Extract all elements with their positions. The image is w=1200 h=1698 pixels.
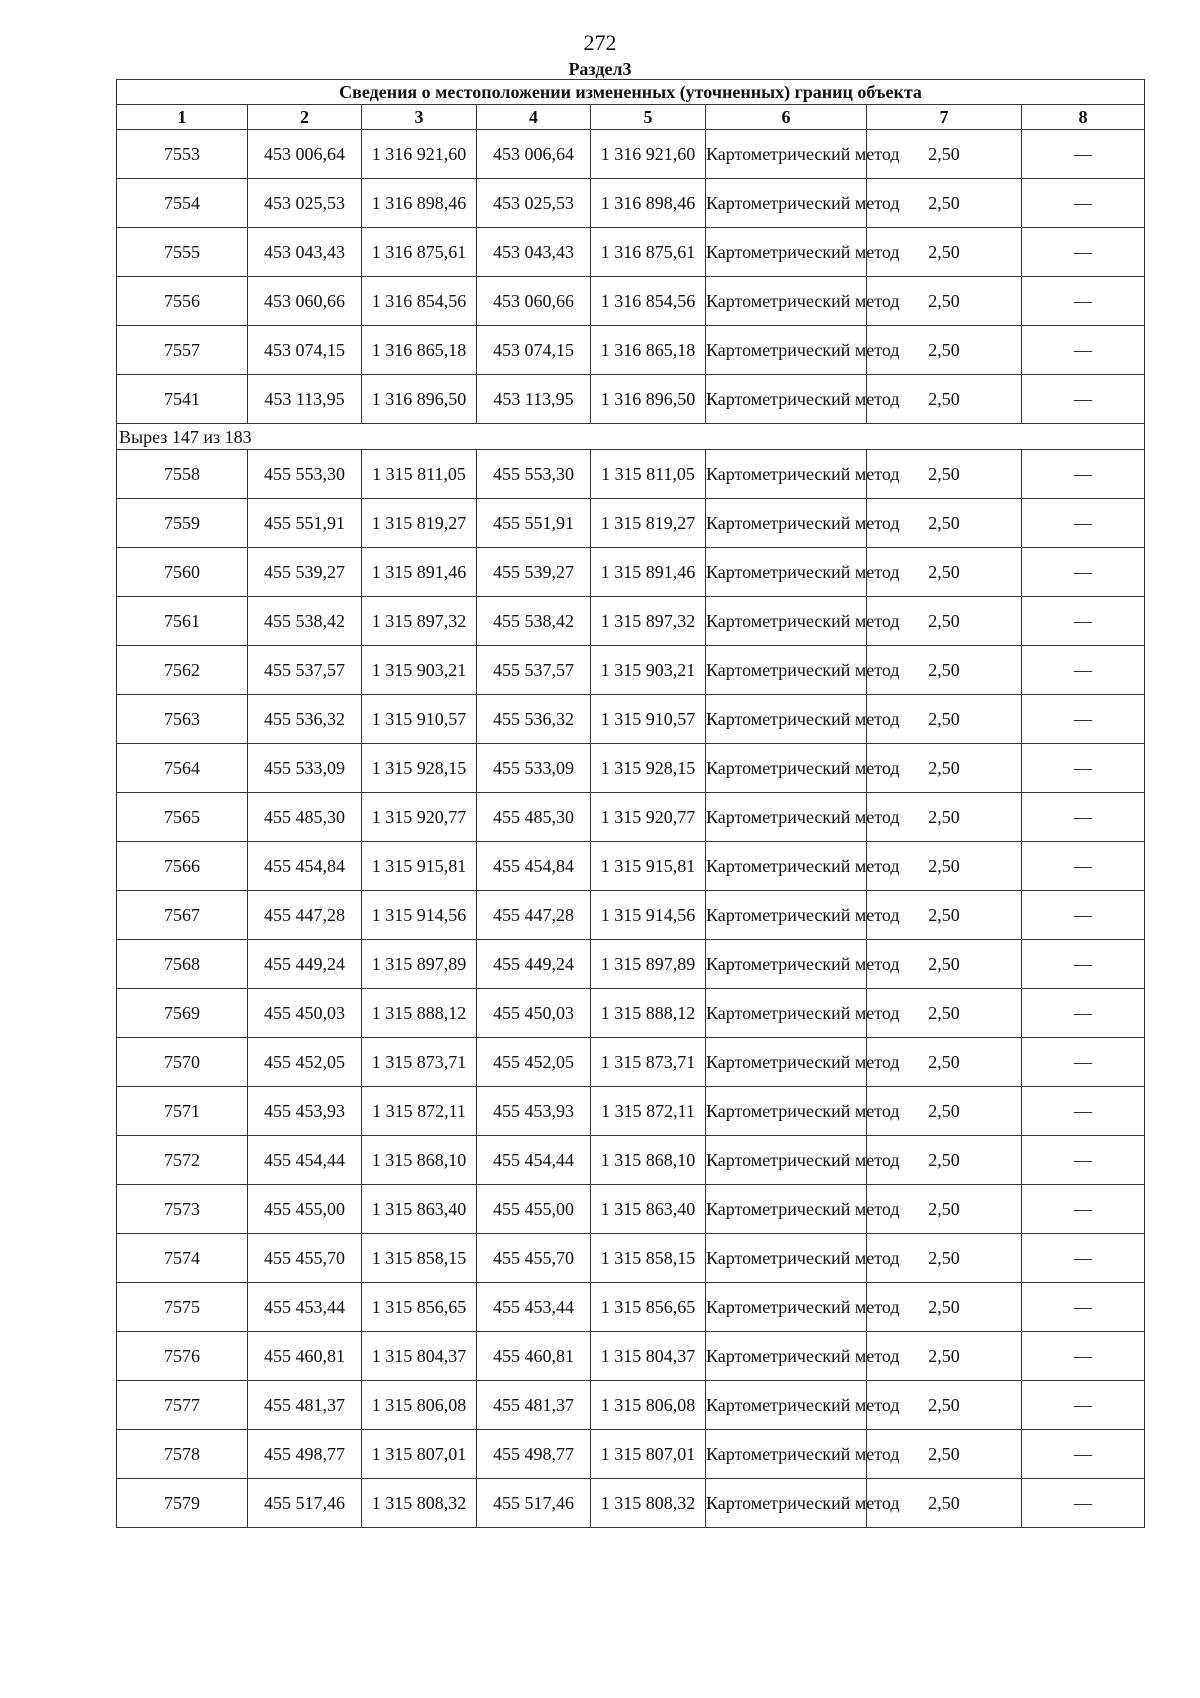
- description-cell: —: [1022, 277, 1145, 326]
- table-row: [117, 277, 1145, 326]
- accuracy-cell: 2,50: [867, 597, 1022, 646]
- description-cell: —: [1022, 695, 1145, 744]
- table-row: [117, 375, 1145, 424]
- new-y-cell: 1 315 807,01: [591, 1430, 706, 1479]
- old-x-cell: 455 533,09: [248, 744, 362, 793]
- point-number-cell: 7572: [117, 1136, 248, 1185]
- accuracy-cell: 2,50: [867, 1234, 1022, 1283]
- column-header: 3: [362, 105, 477, 130]
- old-y-cell: 1 315 891,46: [362, 548, 477, 597]
- new-x-cell: 455 485,30: [477, 793, 591, 842]
- accuracy-cell: 2,50: [867, 744, 1022, 793]
- point-number-cell: 7567: [117, 891, 248, 940]
- description-cell: —: [1022, 1185, 1145, 1234]
- new-y-cell: 1 315 897,89: [591, 940, 706, 989]
- table-caption: Сведения о местоположении измененных (уточненных) границ объекта: [117, 80, 1145, 105]
- method-cell: Картометрический метод: [706, 1038, 867, 1087]
- old-x-cell: 455 537,57: [248, 646, 362, 695]
- old-x-cell: 455 452,05: [248, 1038, 362, 1087]
- new-x-cell: 455 537,57: [477, 646, 591, 695]
- new-x-cell: 455 453,44: [477, 1283, 591, 1332]
- new-x-cell: 455 452,05: [477, 1038, 591, 1087]
- old-x-cell: 455 538,42: [248, 597, 362, 646]
- old-y-cell: 1 315 910,57: [362, 695, 477, 744]
- accuracy-cell: 2,50: [867, 499, 1022, 548]
- old-x-cell: 455 455,70: [248, 1234, 362, 1283]
- new-y-cell: 1 315 856,65: [591, 1283, 706, 1332]
- table-row: [117, 842, 1145, 891]
- old-x-cell: 455 455,00: [248, 1185, 362, 1234]
- old-y-cell: 1 316 898,46: [362, 179, 477, 228]
- table-row: [117, 940, 1145, 989]
- accuracy-cell: 2,50: [867, 450, 1022, 499]
- accuracy-cell: 2,50: [867, 1087, 1022, 1136]
- new-x-cell: 455 447,28: [477, 891, 591, 940]
- table-row: [117, 450, 1145, 499]
- description-cell: —: [1022, 1479, 1145, 1528]
- old-x-cell: 455 536,32: [248, 695, 362, 744]
- new-y-cell: 1 315 891,46: [591, 548, 706, 597]
- new-y-cell: 1 315 914,56: [591, 891, 706, 940]
- old-y-cell: 1 315 811,05: [362, 450, 477, 499]
- description-cell: —: [1022, 842, 1145, 891]
- description-cell: —: [1022, 1283, 1145, 1332]
- method-cell: Картометрический метод: [706, 989, 867, 1038]
- method-cell: Картометрический метод: [706, 793, 867, 842]
- point-number-cell: 7565: [117, 793, 248, 842]
- new-x-cell: 455 449,24: [477, 940, 591, 989]
- coordinates-table: [116, 79, 1145, 1528]
- description-cell: —: [1022, 228, 1145, 277]
- section-label-row: [117, 424, 1145, 450]
- new-y-cell: 1 315 872,11: [591, 1087, 706, 1136]
- column-header: 4: [477, 105, 591, 130]
- description-cell: —: [1022, 179, 1145, 228]
- new-y-cell: 1 315 873,71: [591, 1038, 706, 1087]
- section-title: Раздел3: [568, 59, 632, 79]
- old-x-cell: 455 450,03: [248, 989, 362, 1038]
- column-header: 8: [1022, 105, 1145, 130]
- point-number-cell: 7574: [117, 1234, 248, 1283]
- old-y-cell: 1 316 875,61: [362, 228, 477, 277]
- old-y-cell: 1 315 804,37: [362, 1332, 477, 1381]
- point-number-cell: 7571: [117, 1087, 248, 1136]
- point-number-cell: 7558: [117, 450, 248, 499]
- new-x-cell: 455 551,91: [477, 499, 591, 548]
- new-x-cell: 455 481,37: [477, 1381, 591, 1430]
- old-y-cell: 1 316 865,18: [362, 326, 477, 375]
- new-y-cell: 1 315 910,57: [591, 695, 706, 744]
- description-cell: —: [1022, 326, 1145, 375]
- old-x-cell: 455 498,77: [248, 1430, 362, 1479]
- table-row: [117, 1087, 1145, 1136]
- old-x-cell: 455 485,30: [248, 793, 362, 842]
- new-y-cell: 1 315 920,77: [591, 793, 706, 842]
- new-y-cell: 1 315 858,15: [591, 1234, 706, 1283]
- description-cell: —: [1022, 375, 1145, 424]
- old-x-cell: 453 113,95: [248, 375, 362, 424]
- new-x-cell: 455 453,93: [477, 1087, 591, 1136]
- method-cell: Картометрический метод: [706, 597, 867, 646]
- old-y-cell: 1 315 903,21: [362, 646, 477, 695]
- old-y-cell: 1 316 921,60: [362, 130, 477, 179]
- old-y-cell: 1 315 915,81: [362, 842, 477, 891]
- accuracy-cell: 2,50: [867, 1038, 1022, 1087]
- point-number-cell: 7559: [117, 499, 248, 548]
- accuracy-cell: 2,50: [867, 1430, 1022, 1479]
- new-x-cell: 455 460,81: [477, 1332, 591, 1381]
- old-x-cell: 453 060,66: [248, 277, 362, 326]
- method-cell: Картометрический метод: [706, 1479, 867, 1528]
- new-y-cell: 1 315 863,40: [591, 1185, 706, 1234]
- accuracy-cell: 2,50: [867, 277, 1022, 326]
- old-x-cell: 455 460,81: [248, 1332, 362, 1381]
- description-cell: —: [1022, 1381, 1145, 1430]
- new-y-cell: 1 315 928,15: [591, 744, 706, 793]
- old-y-cell: 1 316 854,56: [362, 277, 477, 326]
- old-y-cell: 1 315 858,15: [362, 1234, 477, 1283]
- table-caption-row: [117, 80, 1145, 105]
- old-y-cell: 1 316 896,50: [362, 375, 477, 424]
- point-number-cell: 7554: [117, 179, 248, 228]
- accuracy-cell: 2,50: [867, 1479, 1022, 1528]
- method-cell: Картометрический метод: [706, 277, 867, 326]
- table-row: [117, 1234, 1145, 1283]
- new-x-cell: 453 060,66: [477, 277, 591, 326]
- description-cell: —: [1022, 499, 1145, 548]
- column-header: 6: [706, 105, 867, 130]
- new-x-cell: 453 113,95: [477, 375, 591, 424]
- new-x-cell: 455 455,70: [477, 1234, 591, 1283]
- table-row: [117, 744, 1145, 793]
- description-cell: —: [1022, 793, 1145, 842]
- new-x-cell: 453 074,15: [477, 326, 591, 375]
- table-row: [117, 130, 1145, 179]
- description-cell: —: [1022, 989, 1145, 1038]
- old-y-cell: 1 315 863,40: [362, 1185, 477, 1234]
- method-cell: Картометрический метод: [706, 375, 867, 424]
- new-y-cell: 1 315 806,08: [591, 1381, 706, 1430]
- new-x-cell: 453 025,53: [477, 179, 591, 228]
- description-cell: —: [1022, 940, 1145, 989]
- old-y-cell: 1 315 868,10: [362, 1136, 477, 1185]
- new-x-cell: 455 533,09: [477, 744, 591, 793]
- accuracy-cell: 2,50: [867, 1381, 1022, 1430]
- method-cell: Картометрический метод: [706, 891, 867, 940]
- point-number-cell: 7576: [117, 1332, 248, 1381]
- new-y-cell: 1 315 897,32: [591, 597, 706, 646]
- accuracy-cell: 2,50: [867, 375, 1022, 424]
- description-cell: —: [1022, 1332, 1145, 1381]
- new-x-cell: 453 006,64: [477, 130, 591, 179]
- old-x-cell: 453 006,64: [248, 130, 362, 179]
- old-x-cell: 453 074,15: [248, 326, 362, 375]
- point-number-cell: 7563: [117, 695, 248, 744]
- old-x-cell: 455 551,91: [248, 499, 362, 548]
- new-y-cell: 1 315 903,21: [591, 646, 706, 695]
- table-row: [117, 1136, 1145, 1185]
- old-y-cell: 1 315 897,32: [362, 597, 477, 646]
- accuracy-cell: 2,50: [867, 179, 1022, 228]
- description-cell: —: [1022, 1234, 1145, 1283]
- description-cell: —: [1022, 1136, 1145, 1185]
- new-y-cell: 1 316 875,61: [591, 228, 706, 277]
- new-y-cell: 1 315 915,81: [591, 842, 706, 891]
- description-cell: —: [1022, 1087, 1145, 1136]
- new-y-cell: 1 315 868,10: [591, 1136, 706, 1185]
- old-y-cell: 1 315 819,27: [362, 499, 477, 548]
- point-number-cell: 7560: [117, 548, 248, 597]
- accuracy-cell: 2,50: [867, 793, 1022, 842]
- column-header: 2: [248, 105, 362, 130]
- old-y-cell: 1 315 856,65: [362, 1283, 477, 1332]
- point-number-cell: 7566: [117, 842, 248, 891]
- point-number-cell: 7579: [117, 1479, 248, 1528]
- description-cell: —: [1022, 130, 1145, 179]
- old-x-cell: 453 025,53: [248, 179, 362, 228]
- old-y-cell: 1 315 872,11: [362, 1087, 477, 1136]
- old-y-cell: 1 315 808,32: [362, 1479, 477, 1528]
- accuracy-cell: 2,50: [867, 1136, 1022, 1185]
- new-x-cell: 455 539,27: [477, 548, 591, 597]
- point-number-cell: 7555: [117, 228, 248, 277]
- old-y-cell: 1 315 928,15: [362, 744, 477, 793]
- point-number-cell: 7561: [117, 597, 248, 646]
- new-y-cell: 1 316 921,60: [591, 130, 706, 179]
- table-row: [117, 1038, 1145, 1087]
- new-x-cell: 455 498,77: [477, 1430, 591, 1479]
- new-x-cell: 455 536,32: [477, 695, 591, 744]
- description-cell: —: [1022, 891, 1145, 940]
- method-cell: Картометрический метод: [706, 450, 867, 499]
- accuracy-cell: 2,50: [867, 1185, 1022, 1234]
- description-cell: —: [1022, 646, 1145, 695]
- point-number-cell: 7557: [117, 326, 248, 375]
- old-y-cell: 1 315 888,12: [362, 989, 477, 1038]
- method-cell: Картометрический метод: [706, 1234, 867, 1283]
- old-y-cell: 1 315 873,71: [362, 1038, 477, 1087]
- method-cell: Картометрический метод: [706, 940, 867, 989]
- new-x-cell: 455 455,00: [477, 1185, 591, 1234]
- point-number-cell: 7553: [117, 130, 248, 179]
- accuracy-cell: 2,50: [867, 989, 1022, 1038]
- accuracy-cell: 2,50: [867, 548, 1022, 597]
- table-row: [117, 695, 1145, 744]
- table-row: [117, 499, 1145, 548]
- method-cell: Картометрический метод: [706, 1185, 867, 1234]
- table-row: [117, 326, 1145, 375]
- method-cell: Картометрический метод: [706, 1430, 867, 1479]
- old-y-cell: 1 315 807,01: [362, 1430, 477, 1479]
- description-cell: —: [1022, 597, 1145, 646]
- accuracy-cell: 2,50: [867, 695, 1022, 744]
- accuracy-cell: 2,50: [867, 940, 1022, 989]
- table-header-row: [117, 105, 1145, 130]
- new-y-cell: 1 315 888,12: [591, 989, 706, 1038]
- new-y-cell: 1 315 808,32: [591, 1479, 706, 1528]
- old-y-cell: 1 315 914,56: [362, 891, 477, 940]
- new-y-cell: 1 315 804,37: [591, 1332, 706, 1381]
- table-row: [117, 891, 1145, 940]
- old-y-cell: 1 315 806,08: [362, 1381, 477, 1430]
- method-cell: Картометрический метод: [706, 228, 867, 277]
- table-row: [117, 1479, 1145, 1528]
- new-y-cell: 1 315 819,27: [591, 499, 706, 548]
- new-x-cell: 455 454,84: [477, 842, 591, 891]
- old-x-cell: 453 043,43: [248, 228, 362, 277]
- method-cell: Картометрический метод: [706, 1087, 867, 1136]
- old-x-cell: 455 539,27: [248, 548, 362, 597]
- table-row: [117, 793, 1145, 842]
- table-row: [117, 1332, 1145, 1381]
- old-x-cell: 455 553,30: [248, 450, 362, 499]
- point-number-cell: 7562: [117, 646, 248, 695]
- table-row: [117, 1381, 1145, 1430]
- point-number-cell: 7568: [117, 940, 248, 989]
- method-cell: Картометрический метод: [706, 1332, 867, 1381]
- new-y-cell: 1 316 898,46: [591, 179, 706, 228]
- method-cell: Картометрический метод: [706, 695, 867, 744]
- point-number-cell: 7575: [117, 1283, 248, 1332]
- point-number-cell: 7573: [117, 1185, 248, 1234]
- method-cell: Картометрический метод: [706, 499, 867, 548]
- point-number-cell: 7569: [117, 989, 248, 1038]
- table-row: [117, 1185, 1145, 1234]
- column-header: 5: [591, 105, 706, 130]
- accuracy-cell: 2,50: [867, 891, 1022, 940]
- old-x-cell: 455 449,24: [248, 940, 362, 989]
- new-x-cell: 455 553,30: [477, 450, 591, 499]
- old-x-cell: 455 453,44: [248, 1283, 362, 1332]
- point-number-cell: 7556: [117, 277, 248, 326]
- accuracy-cell: 2,50: [867, 842, 1022, 891]
- section-label: Вырез 147 из 183: [117, 424, 1145, 450]
- description-cell: —: [1022, 1430, 1145, 1479]
- point-number-cell: 7570: [117, 1038, 248, 1087]
- method-cell: Картометрический метод: [706, 130, 867, 179]
- new-x-cell: 455 517,46: [477, 1479, 591, 1528]
- description-cell: —: [1022, 548, 1145, 597]
- accuracy-cell: 2,50: [867, 1283, 1022, 1332]
- table-row: [117, 228, 1145, 277]
- method-cell: Картометрический метод: [706, 744, 867, 793]
- table-row: [117, 989, 1145, 1038]
- table-row: [117, 179, 1145, 228]
- new-x-cell: 455 450,03: [477, 989, 591, 1038]
- method-cell: Картометрический метод: [706, 842, 867, 891]
- old-x-cell: 455 517,46: [248, 1479, 362, 1528]
- accuracy-cell: 2,50: [867, 130, 1022, 179]
- old-x-cell: 455 447,28: [248, 891, 362, 940]
- method-cell: Картометрический метод: [706, 1381, 867, 1430]
- new-y-cell: 1 316 896,50: [591, 375, 706, 424]
- old-x-cell: 455 481,37: [248, 1381, 362, 1430]
- accuracy-cell: 2,50: [867, 646, 1022, 695]
- old-y-cell: 1 315 897,89: [362, 940, 477, 989]
- new-y-cell: 1 315 811,05: [591, 450, 706, 499]
- point-number-cell: 7577: [117, 1381, 248, 1430]
- table-row: [117, 597, 1145, 646]
- method-cell: Картометрический метод: [706, 179, 867, 228]
- accuracy-cell: 2,50: [867, 228, 1022, 277]
- new-y-cell: 1 316 854,56: [591, 277, 706, 326]
- old-x-cell: 455 454,44: [248, 1136, 362, 1185]
- method-cell: Картометрический метод: [706, 1283, 867, 1332]
- new-x-cell: 455 538,42: [477, 597, 591, 646]
- column-header: 1: [117, 105, 248, 130]
- old-x-cell: 455 453,93: [248, 1087, 362, 1136]
- new-y-cell: 1 316 865,18: [591, 326, 706, 375]
- new-x-cell: 455 454,44: [477, 1136, 591, 1185]
- description-cell: —: [1022, 1038, 1145, 1087]
- accuracy-cell: 2,50: [867, 326, 1022, 375]
- table-row: [117, 548, 1145, 597]
- method-cell: Картометрический метод: [706, 1136, 867, 1185]
- table-body: [117, 80, 1145, 1528]
- point-number-cell: 7541: [117, 375, 248, 424]
- point-number-cell: 7564: [117, 744, 248, 793]
- table-row: [117, 1430, 1145, 1479]
- description-cell: —: [1022, 744, 1145, 793]
- description-cell: —: [1022, 450, 1145, 499]
- page-number: 272: [583, 30, 617, 55]
- column-header: 7: [867, 105, 1022, 130]
- table-row: [117, 646, 1145, 695]
- new-x-cell: 453 043,43: [477, 228, 591, 277]
- old-y-cell: 1 315 920,77: [362, 793, 477, 842]
- table-row: [117, 1283, 1145, 1332]
- point-number-cell: 7578: [117, 1430, 248, 1479]
- method-cell: Картометрический метод: [706, 326, 867, 375]
- method-cell: Картометрический метод: [706, 646, 867, 695]
- method-cell: Картометрический метод: [706, 548, 867, 597]
- accuracy-cell: 2,50: [867, 1332, 1022, 1381]
- old-x-cell: 455 454,84: [248, 842, 362, 891]
